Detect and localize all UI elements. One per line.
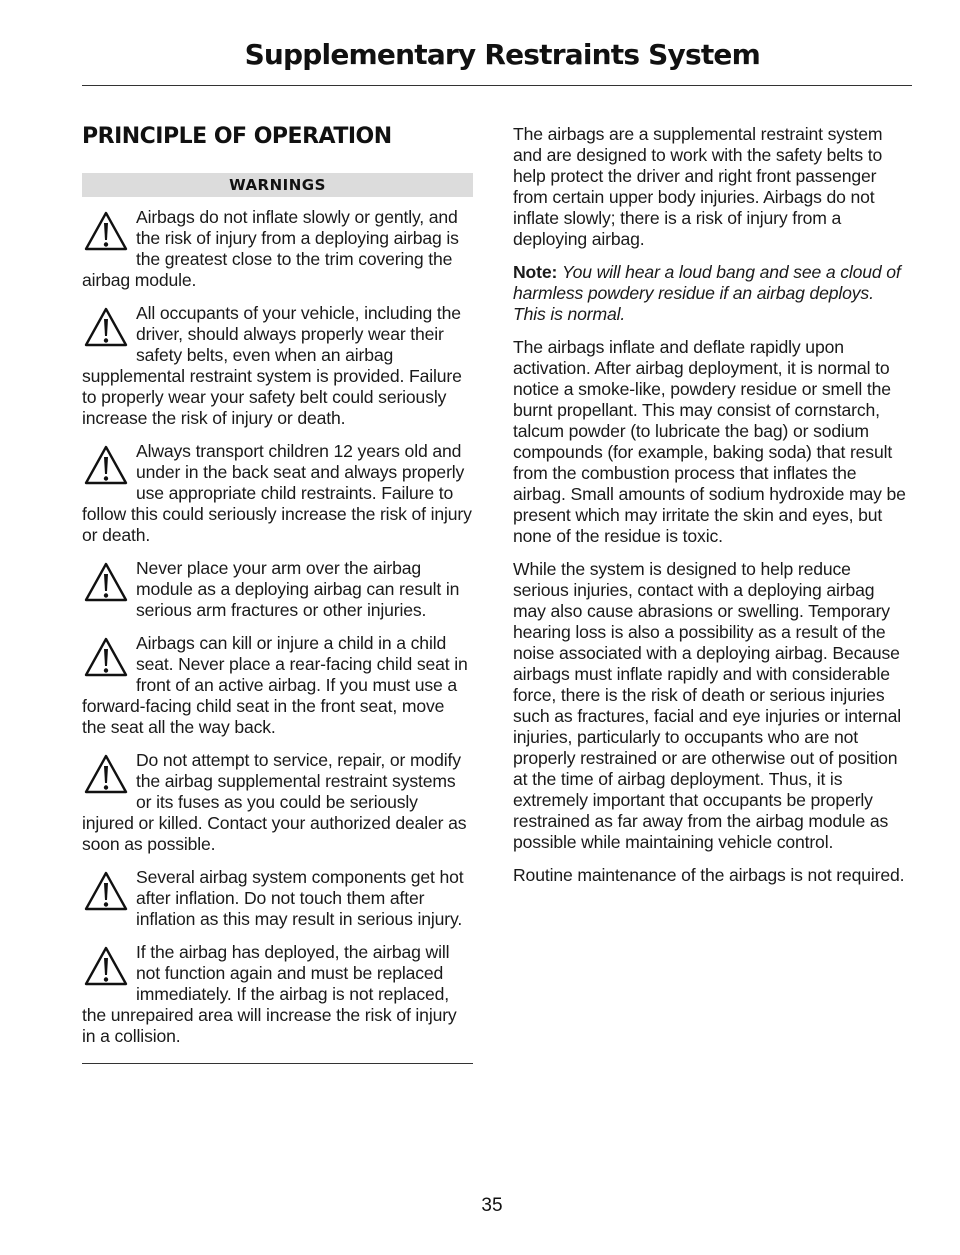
warning-triangle-icon <box>82 944 130 988</box>
warning-item-7 <box>82 867 473 930</box>
right-column <box>513 124 908 898</box>
warnings-list <box>82 207 473 1047</box>
warning-item-5 <box>82 633 473 738</box>
page-header-title: Supplementary Restraints System <box>244 38 760 71</box>
note-text: You will hear a loud bang and see a cloud of harmless powdery residue if an airbag deploys. This is normal. <box>513 262 901 324</box>
warning-triangle-icon <box>82 305 130 349</box>
paragraph-deployment: The airbags inflate and deflate rapidly upon activation. After airbag deployment, it is normal to notice a smoke-like, powdery residue or smell the burnt propellant. This may consist of cornstarch, talcum powder (to lubricate the bag) or sodium compounds (for example, baking soda) that result from the combustion process that inflates the airbag. Small amounts of sodium hydroxide may be present which may irritate the skin and eyes, but none of the residue is toxic. <box>513 337 906 546</box>
warning-item-2 <box>82 303 473 429</box>
warning-text: Always transport children 12 years old and under in the back seat and always properly use appropriate child restraints. Failure to follow this could seriously increase the risk of injury or death. <box>82 441 472 545</box>
warning-item-3 <box>82 441 473 546</box>
section-heading: PRINCIPLE OF OPERATION <box>82 124 392 149</box>
warnings-banner: WARNINGS <box>82 173 473 197</box>
warning-triangle-icon <box>82 752 130 796</box>
warning-text: Do not attempt to service, repair, or modify the airbag supplemental restraint systems or its fuses as you could be seriously injured or killed. Contact your authorized dealer as soon as possible. <box>82 750 467 854</box>
warning-triangle-icon <box>82 869 130 913</box>
warning-text: Never place your arm over the airbag module as a deploying airbag can result in serious arm fractures or other injuries. <box>136 558 460 620</box>
warning-item-6 <box>82 750 473 855</box>
warning-triangle-icon <box>82 560 130 604</box>
warning-text: If the airbag has deployed, the airbag will not function again and must be replaced immediately. If the airbag is not replaced, the unrepaired area will increase the risk of injury in a collision. <box>82 942 457 1046</box>
warning-item-8 <box>82 942 473 1047</box>
header-divider <box>82 85 912 86</box>
paragraph-intro: The airbags are a supplemental restraint system and are designed to work with the safety belts to help protect the driver and right front passenger from certain upper body injuries. Airbags do not inflate slowly; there is a risk of injury from a deploying airbag. <box>513 124 883 249</box>
left-column <box>82 118 473 1064</box>
paragraph-maintenance: Routine maintenance of the airbags is not required. <box>513 865 905 885</box>
warning-item-1 <box>82 207 473 291</box>
warning-triangle-icon <box>82 209 130 253</box>
note-paragraph <box>513 262 908 325</box>
page-number: 35 <box>481 1195 503 1216</box>
warning-text: All occupants of your vehicle, including the driver, should always properly wear their safety belts, even when an airbag supplemental restraint system is provided. Failure to properly wear your safety belt could seriously increase the risk of injury or death. <box>82 303 462 428</box>
paragraph-injuries: While the system is designed to help reduce serious injuries, contact with a deploying airbag may also cause abrasions or swelling. Temporary hearing loss is also a possibility as a result of the noise associated with a deploying airbag. Because airbags must inflate rapidly and with considerable force, there is the risk of death or serious injuries such as fractures, facial and eye injuries or internal injuries, particularly to occupants who are not properly restrained or are otherwise out of position at the time of airbag deployment. Thus, it is extremely important that occupants be properly restrained as far away from the airbag module as possible while maintaining vehicle control. <box>513 559 901 852</box>
warning-triangle-icon <box>82 443 130 487</box>
warning-triangle-icon <box>82 635 130 679</box>
warning-text: Several airbag system components get hot after inflation. Do not touch them after inflation as this may result in serious injury. <box>136 867 464 929</box>
note-label: Note: <box>513 262 558 282</box>
warning-text: Airbags can kill or injure a child in a child seat. Never place a rear-facing child seat in front of an active airbag. If you must use a forward-facing child seat in the front seat, move the seat all the way back. <box>82 633 468 737</box>
warning-item-4 <box>82 558 473 621</box>
warnings-end-divider <box>82 1063 473 1064</box>
warning-text: Airbags do not inflate slowly or gently, and the risk of injury from a deploying airbag is the greatest close to the trim covering the airbag module. <box>82 207 459 290</box>
